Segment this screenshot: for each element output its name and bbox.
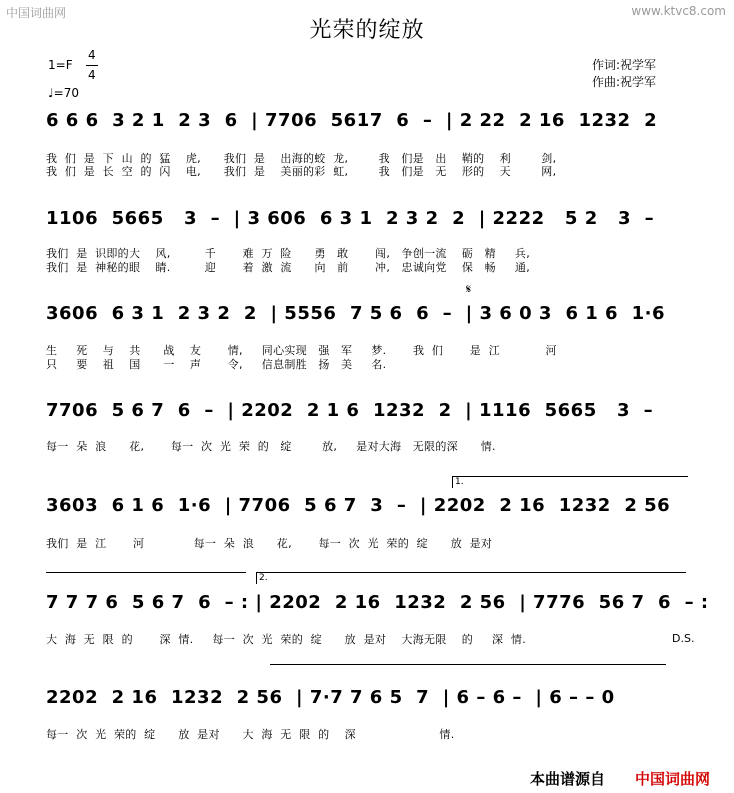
score-notes-line: 2202 2 16 1232 2 56 | 7·7 7 6 5 7 | 6 – 6 – | 6 – – 0 [46,687,615,708]
lyricist-credit: 作词:祝学军 [592,58,657,72]
volta-number-2: 2. [259,573,268,583]
score-notes-line: 3603 6 1 6 1·6 | 7706 5 6 7 3 – | 2202 2 16 1232 2 56 [46,495,671,516]
footer-source-site: 中国词曲网 [635,770,711,788]
footer-source-label: 本曲谱源自 [530,770,606,788]
score-notes-line: 7 7 7 6 5 6 7 6 – : | 2202 2 16 1232 2 56 | 7776 56 7 6 – : [46,592,709,613]
score-notes-line: 3606 6 3 1 2 3 2 2 | 5556 7 5 6 6 – | 3 6 0 3 6 1 6 1·6 [46,303,665,324]
lyric-line: 我们 是 识即的大 风, 千 难 万 险 勇 敢 闯, 争创一流 砺 精 兵, [46,247,530,260]
lyric-line: 每一 朵 浪 花, 每一 次 光 荣 的 绽 放, 是对大海 无限的深 情. [46,440,496,453]
time-signature-bottom: 4 [88,68,96,82]
watermark-left: 中国词曲网 [6,6,67,20]
lyric-line: 我们 是 江 河 每一 朵 浪 花, 每一 次 光 荣的 绽 放 是对 [46,537,493,550]
composer-credit: 作曲:祝学军 [592,75,657,89]
volta-bracket-2 [256,572,686,573]
dal-segno-marking: D.S. [672,632,695,645]
lyric-line: 只 要 祖 国 一 声 令, 信息制胜 扬 美 名. [46,358,387,371]
segno-sign: 𝄋 [466,282,472,296]
volta-bracket-1 [452,476,688,477]
lyric-line: 生 死 与 共 战 友 情, 同心实现 强 军 梦. 我 们 是 江 河 [46,344,557,357]
lyric-line: 每一 次 光 荣的 绽 放 是对 大 海 无 限 的 深 情. [46,728,455,741]
time-signature-divider [86,65,98,66]
lyric-line: 我 们 是 长 空 的 闪 电, 我们 是 美丽的彩 虹, 我 们是 无 形的 天 网, [46,165,557,178]
lyric-line: 我们 是 神秘的眼 睛. 迎 着 激 流 向 前 冲, 忠诚向党 保 畅 通, [46,261,530,274]
tie-line [270,664,666,665]
watermark-right: www.ktvc8.com [631,4,726,18]
volta-bracket-1-hook [452,476,453,488]
volta-number-1: 1. [455,477,464,487]
page-title: 光荣的绽放 [309,18,425,43]
score-notes-line: 7706 5 6 7 6 – | 2202 2 1 6 1232 2 | 1116 5665 3 – [46,400,654,421]
key-signature: 1=F [48,58,73,72]
volta-bracket-2-hook [256,572,257,584]
tempo-marking: ♩=70 [48,86,79,100]
lyric-line: 我 们 是 下 山 的 猛 虎, 我们 是 出海的蛟 龙, 我 们是 出 鞘的 利 剑, [46,152,557,165]
score-notes-line: 1106 5665 3 – | 3 606 6 3 1 2 3 2 2 | 2222 5 2 3 – [46,208,655,229]
volta-bracket-1-continued [46,572,246,573]
score-notes-line: 6 6 6 3 2 1 2 3 6 | 7706 5617 6 – | 2 22 2 16 1232 2 [46,110,658,131]
lyric-line: 大 海 无 限 的 深 情. 每一 次 光 荣的 绽 放 是对 大海无限 的 深 情. [46,633,527,646]
time-signature-top: 4 [88,48,96,62]
